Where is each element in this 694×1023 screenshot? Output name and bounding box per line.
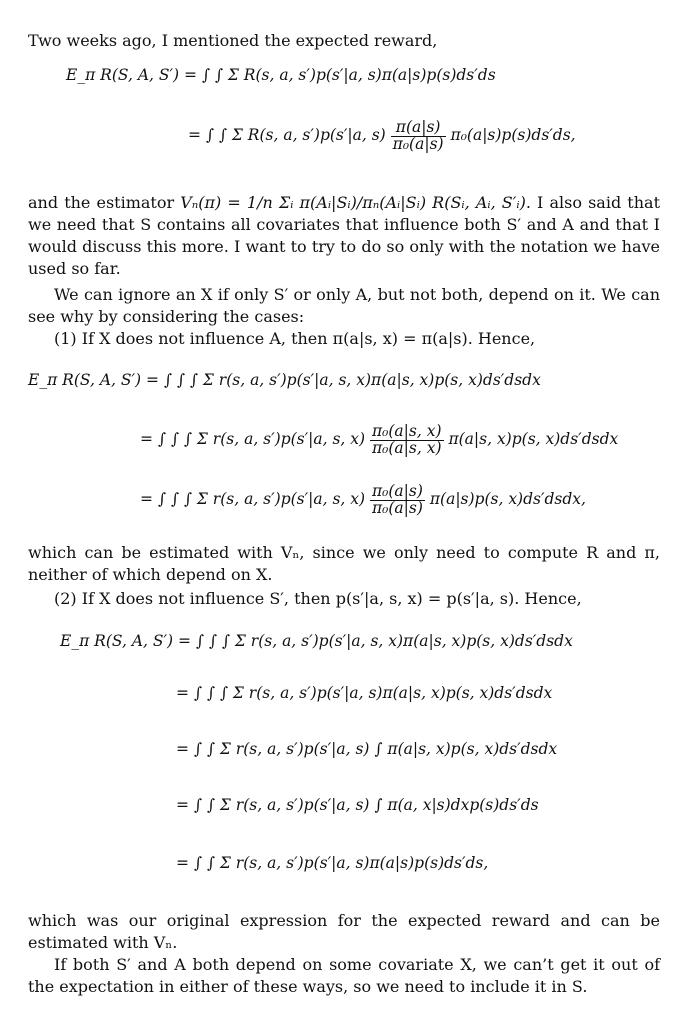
paragraph-estimator: and the estimator Vₙ(π) = 1/n Σᵢ π(Aᵢ|Sᵢ)/πₙ(Aᵢ|Sᵢ) R(Sᵢ, Aᵢ, S′ᵢ). I also said that we need that S contains all covariates that influence both S′ and A and that I would discuss this more. I want to try to do so only with the notation we have used so far. — [28, 193, 660, 278]
fraction: $\frac{\text{π₀(a|s, x)}}{\text{π₀(a|s, x)}}$ — [371, 422, 442, 457]
equation-2-line-1: E_π R(S, A, S′) = ∫ ∫ ∫ Σ r(s, a, s′)p(s′|a, s, x)π(a|s, x)p(s, x)ds′dsdx — [28, 371, 541, 389]
paragraph-intro: Two weeks ago, I mentioned the expected reward, — [28, 31, 438, 50]
paragraph-original-expression: which was our original expression for the expected reward and can be estimated with Vₙ. — [28, 911, 660, 952]
equation-2-line-3: = ∫ ∫ ∫ Σ r(s, a, s′)p(s′|a, s, x) $\frac{\text{π₀(a|s)}}{\text{π₀(a|s)}}$ π(a|s)p(s, x)ds′dsdx, — [140, 482, 586, 517]
equation-3-line-1: E_π R(S, A, S′) = ∫ ∫ ∫ Σ r(s, a, s′)p(s′|a, s, x)π(a|s, x)p(s, x)ds′dsdx — [60, 632, 573, 650]
equation-1-line-1: E_π R(S, A, S′) = ∫ ∫ Σ R(s, a, s′)p(s′|a, s)π(a|s)p(s)ds′ds — [66, 66, 496, 84]
estimator-formula: Vₙ(π) = 1/n Σᵢ π(Aᵢ|Sᵢ)/πₙ(Aᵢ|Sᵢ) R(Sᵢ, Aᵢ, S′ᵢ) — [180, 193, 526, 212]
equation-2-line-2: = ∫ ∫ ∫ Σ r(s, a, s′)p(s′|a, s, x) $\frac{\text{π₀(a|s, x)}}{\text{π₀(a|s, x)}}$ π(a|s, x)p(s, x)ds′dsdx — [140, 422, 619, 457]
fraction: $\frac{\text{π₀(a|s)}}{\text{π₀(a|s)}}$ — [371, 482, 423, 517]
fraction: $\frac{\pi(a|s)}{\text{π₀(a|s)}}$ — [392, 118, 444, 153]
equation-3-line-4: = ∫ ∫ Σ r(s, a, s′)p(s′|a, s) ∫ π(a, x|s)dxp(s)ds′ds — [176, 796, 539, 814]
paragraph-case-2: (2) If X does not influence S′, then p(s′|a, s, x) = p(s′|a, s). Hence, — [54, 589, 582, 608]
paragraph-conclusion: If both S′ and A both depend on some covariate X, we can’t get it out of the expectation in either of these ways, so we need to include it in S. — [28, 955, 660, 996]
paragraph-estimated-vn: which can be estimated with Vₙ, since we only need to compute R and π, neither of which depend on X. — [28, 543, 660, 584]
paragraph-case-1: (1) If X does not influence A, then π(a|s, x) = π(a|s). Hence, — [54, 329, 536, 348]
equation-3-line-3: = ∫ ∫ Σ r(s, a, s′)p(s′|a, s) ∫ π(a|s, x)p(s, x)ds′dsdx — [176, 740, 558, 758]
equation-3-line-2: = ∫ ∫ ∫ Σ r(s, a, s′)p(s′|a, s)π(a|s, x)p(s, x)ds′dsdx — [176, 684, 553, 702]
equation-1-lhs: E_π R(S, A, S′) = — [66, 66, 197, 84]
paragraph-ignore-x: We can ignore an X if only S′ or only A, but not both, depend on it. We can see why by considering the cases: — [28, 285, 660, 326]
equation-3-line-5: = ∫ ∫ Σ r(s, a, s′)p(s′|a, s)π(a|s)p(s)ds′ds, — [176, 854, 489, 872]
equation-1-line-2: = ∫ ∫ Σ R(s, a, s′)p(s′|a, s) $\frac{\pi(a|s)}{\text{π₀(a|s)}}$ π₀(a|s)p(s)ds′ds, — [188, 118, 576, 153]
